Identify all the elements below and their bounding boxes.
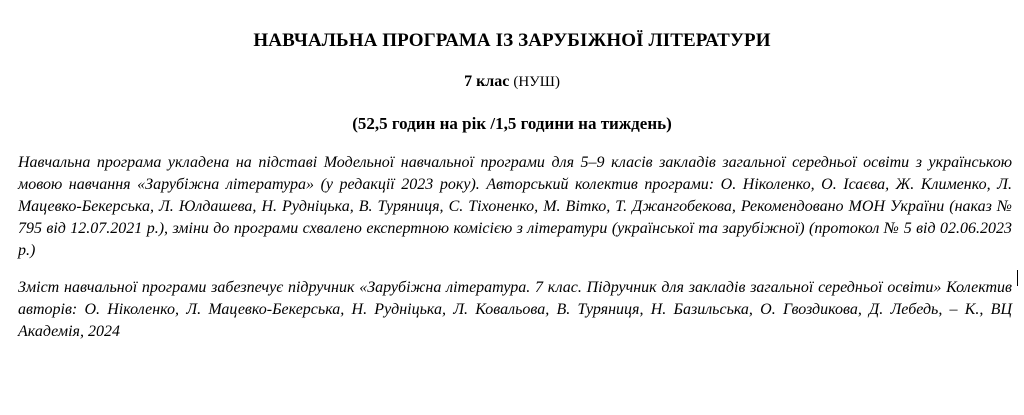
page-edge-divider [1017,270,1018,286]
document-title: НАВЧАЛЬНА ПРОГРАМА ІЗ ЗАРУБІЖНОЇ ЛІТЕРАТУРИ [253,30,771,51]
paragraph-program-basis: Навчальна програма укладена на підставі Модельної навчальної програми для 5–9 класів закладів загальної середньої освіти з українською мовою навчання «Зарубіжна література» (у редакції 2023 року). Авторський колектив програми: О. Ніколенко, О. Ісаєва, Ж. Клименко, Л. Мацевко-Бекерська, Л. Юлдашева, Н. Рудніцька, В. Туряниця, С. Тіхоненко, М. Вітко, Т. Джангобекова, Рекомендовано МОН України (наказ № 795 від 12.07.2021 р.), зміни до програми схвалено експертною комісією з літератури (української та зарубіжної) (протокол № 5 від 02.06.2023 р.) [18,154,1012,259]
grade-line [0,72,1024,92]
grade-label: 7 клас [464,73,510,90]
paragraph-textbook: Зміст навчальної програми забезпечує підручник «Зарубіжна література. 7 клас. Підручник для закладів загальної середньої освіти» Колектив авторів: О. Ніколенко, Л. Мацевко-Бекерська, Н. Рудніцька, Л. Ковальова, В. Туряниця, Н. Базильська, О. Гвоздикова, Д. Лебедь, – К., ВЦ Академія, 2024 [18,279,1012,340]
grade-note: (НУШ) [513,74,560,90]
hours-line: (52,5 годин на рік /1,5 години на тиждень) [352,114,672,133]
